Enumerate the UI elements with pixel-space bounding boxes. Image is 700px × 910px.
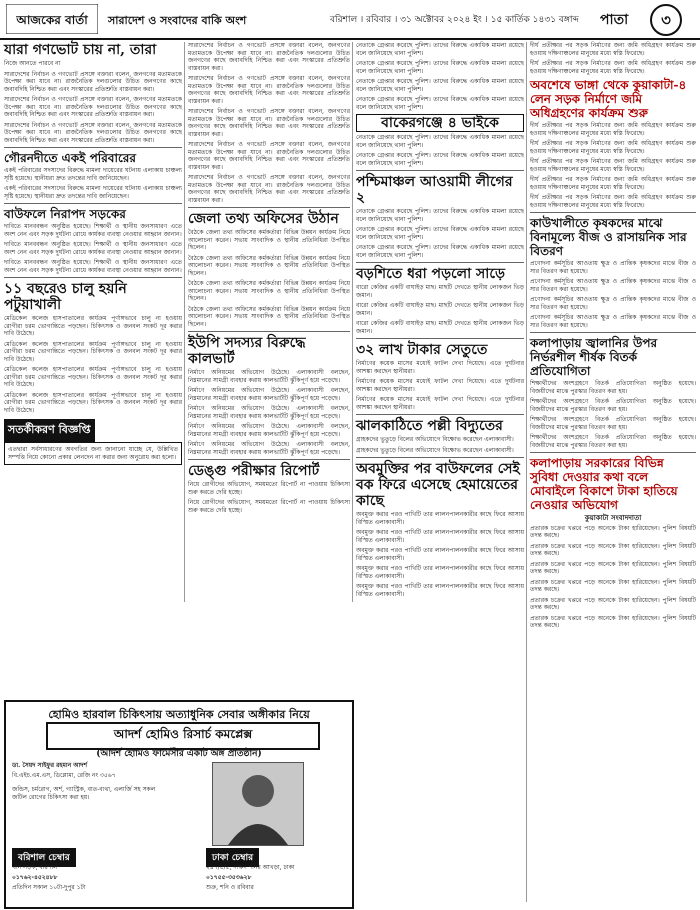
article-text: বারো কেজির একটি বাঘাইড় মাছ। মাছটি দেখতে স্থানীয় লোকজন ভিড় জমান। [356,302,524,317]
article-text: অবমুক্ত করার পরও পাখিটি তার লালনপালনকারীর কাছে ফিরে আসায় বিস্মিত এলাকাবাসী। [356,547,524,562]
notice-title: সতর্কীকরণ বিজ্ঞপ্তি [4,419,95,442]
article-text: বৈঠকে জেলা তথ্য অফিসের কর্মকর্তারা বিভিন্ন উন্নয়ন কার্যক্রম নিয়ে আলোচনা করেন। সভায় সাংবাদিক ও স্থানীয় প্রতিনিধিরা উপস্থিত ছিলেন। [188,229,350,251]
article-text: বৈঠকে জেলা তথ্য অফিসের কর্মকর্তারা বিভিন্ন উন্নয়ন কার্যক্রম নিয়ে আলোচনা করেন। সভায় সাংবাদিক ও স্থানীয় প্রতিনিধিরা উপস্থিত ছিলেন। [188,280,350,302]
headline[interactable]: কাউখালীতে কৃষকদের মাঝে বিনামূল্যে বীজ ও রাসায়নিক সার বিতরণ [530,216,687,258]
article-text: মেডিকেল কলেজ হাসপাতালের কার্যক্রম পূর্ণাঙ্গভাবে চালু না হওয়ায় রোগীরা চরম ভোগান্তিতে পড়ছেন। চিকিৎসক ও জনবল সংকট দূর করার দাবি উঠেছে। [4,340,182,363]
article-text: বারো কেজির একটি বাঘাইড় মাছ। মাছটি দেখতে স্থানীয় লোকজন ভিড় জমান। [356,320,524,335]
article-text: সারাদেশের নির্বাচন ও গণভোট প্রসঙ্গে বক্তারা বলেন, জনগণের মতামতকে উপেক্ষা করা যাবে না। রাজনৈতিক দলগুলোর উচিত জনগণের কাছে জবাবদিহি নিশ্চিত করা এবং সংস্কারের প্রতিশ্রুতি বাস্তবায়ন করা। [4,121,182,144]
headline[interactable]: পশ্চিমাঞ্চল আওয়ামী লীগের ২ [356,174,513,206]
article-text: বৈঠকে জেলা তথ্য অফিসের কর্মকর্তারা বিভিন্ন উন্নয়ন কার্যক্রম নিয়ে আলোচনা করেন। সভায় সাংবাদিক ও স্থানীয় প্রতিনিধিরা উপস্থিত ছিলেন। [188,254,350,277]
article-text: শিক্ষার্থীদের অংশগ্রহণে বিতর্ক প্রতিযোগিতা অনুষ্ঠিত হয়েছে। বিজয়ীদের মাঝে পুরস্কার বিতরণ করা হয়। [530,380,696,395]
article-text: নেতাকে গ্রেপ্তার করেছে পুলিশ। তাদের বিরুদ্ধে একাধিক মামলা রয়েছে বলে জানিয়েছে থানা পুলিশ। [356,226,524,241]
headline[interactable]: ১১ বছরেও চালু হয়নি পটুয়াখালী [4,281,127,313]
article-text: নেতাকে গ্রেপ্তার করেছে পুলিশ। তাদের বিরুদ্ধে একাধিক মামলা রয়েছে বলে জানিয়েছে থানা পুলিশ। [356,208,524,223]
byline: কুয়াকাটা সংবাদদাতা [584,513,642,522]
article-text: দীর্ঘ প্রতীক্ষার পর সড়ক নির্মাণের জন্য জমি অধিগ্রহণ কার্যক্রম শুরু হওয়ায় দক্ষিণাঞ্চলের মানুষের মধ্যে স্বস্তি ফিরেছে। [530,140,696,155]
svg-text:আজকের বার্তা: আজকের বার্তা [16,13,88,27]
article-text: নেতাকে গ্রেপ্তার করেছে পুলিশ। তাদের বিরুদ্ধে একাধিক মামলা রয়েছে বলে জানিয়েছে থানা পুলিশ। [356,96,524,111]
ad-services: জন্ডিস, চর্মরোগ, অর্শ, গ্যাস্ট্রিক, বাত-ব্যথা, এলার্জি সহ সকল জটিল রোগের চিকিৎসা করা হয়। [12,786,156,801]
ad-dhaka-chamber: ঢাকা চেম্বার [206,848,259,867]
article-text: সারাদেশের নির্বাচন ও গণভোট প্রসঙ্গে বক্তারা বলেন, জনগণের মতামতকে উপেক্ষা করা যাবে না। রাজনৈতিক দলগুলোর উচিত জনগণের কাছে জবাবদিহি নিশ্চিত করা এবং সংস্কারের প্রতিশ্রুতি বাস্তবায়ন করা। [188,42,350,72]
article-text: বারো কেজির একটি বাঘাইড় মাছ। মাছটি দেখতে স্থানীয় লোকজন ভিড় জমান। [356,284,524,299]
headline[interactable]: অবমুক্তির পর বাউফলের সেই বক ফিরে এসেছে হেমায়েতের কাছে [356,461,520,509]
ad-dhaka-time: শুক্র, শনি ও রবিবার [206,884,254,891]
column-divider [184,42,185,602]
article-text: নিজে আনতে পারবে না [4,60,61,67]
ad-credentials: বি.এইচ.এম.এস, ডিপ্লোমা, রেজি নং ৩৫৬৭ [12,772,116,779]
article-text: অবমুক্ত করার পরও পাখিটি তার লালনপালনকারীর কাছে ফিরে আসায় বিস্মিত এলাকাবাসী। [356,511,524,526]
article-text: অবমুক্ত করার পরও পাখিটি তার লালনপালনকারীর কাছে ফিরে আসায় বিস্মিত এলাকাবাসী। [356,529,524,544]
article-text: সারাদেশের নির্বাচন ও গণভোট প্রসঙ্গে বক্তারা বলেন, জনগণের মতামতকে উপেক্ষা করা যাবে না। রাজনৈতিক দলগুলোর উচিত জনগণের কাছে জবাবদিহি নিশ্চিত করা এবং সংস্কারের প্রতিশ্রুতি বাস্তবায়ন করা। [188,141,350,171]
column-divider [352,42,353,602]
headline[interactable]: জেলা তথ্য অফিসের উঠান [188,211,339,227]
article-text: প্রতারক চক্রের খপ্পরে পড়ে অনেকে টাকা হারিয়েছেন। পুলিশ বিষয়টি তদন্ত করছে। [530,542,696,557]
article-text: নির্মাণের কয়েক মাসের মধ্যেই ফাটল দেখা দিয়েছে। এতে দুর্ঘটনার আশঙ্কা করছেন স্থানীয়রা। [356,360,524,375]
article-text: একই পরিবারের সদস্যদের বিরুদ্ধে মামলা দায়েরের ঘটনায় এলাকায় চাঞ্চল্য সৃষ্টি হয়েছে। স্থানীয়রা দ্রুত তদন্তের দাবি জানিয়েছেন। [4,185,182,200]
article-text: নিয়ে রোগীদের অভিযোগ, সময়মতো রিপোর্ট না পাওয়ায় চিকিৎসা শুরু করতে দেরি হচ্ছে। [188,499,350,514]
article-text: সারাদেশের নির্বাচন ও গণভোট প্রসঙ্গে বক্তারা বলেন, জনগণের মতামতকে উপেক্ষা করা যাবে না। রাজনৈতিক দলগুলোর উচিত জনগণের কাছে জবাবদিহি নিশ্চিত করা এবং সংস্কারের প্রতিশ্রুতি বাস্তবায়ন করা। [4,70,182,93]
headline[interactable]: ইউপি সদস্যর বিরুদ্ধে কালভার্ট [188,335,306,367]
article-text: অবমুক্ত করার পরও পাখিটি তার লালনপালনকারীর কাছে ফিরে আসায় বিস্মিত এলাকাবাসী। [356,583,524,598]
page-label: পাতা [600,12,629,28]
article-text: প্রতারক চক্রের খপ্পরে পড়ে অনেকে টাকা হারিয়েছেন। পুলিশ বিষয়টি তদন্ত করছে। [530,578,696,593]
article-text: মেডিকেল কলেজ হাসপাতালের কার্যক্রম পূর্ণাঙ্গভাবে চালু না হওয়ায় রোগীরা চরম ভোগান্তিতে পড়ছেন। চিকিৎসক ও জনবল সংকট দূর করার দাবি উঠেছে। [4,391,182,414]
ad-barisal-chamber: বরিশাল চেম্বার [12,848,76,867]
headline[interactable]: ৩২ লাখ টাকার সেতুতে [356,342,488,358]
column-3 [356,42,524,601]
article-text: প্রতারক চক্রের খপ্পরে পড়ে অনেকে টাকা হারিয়েছেন। পুলিশ বিষয়টি তদন্ত করছে। [530,524,696,539]
article-text: নির্মাণের কয়েক মাসের মধ্যেই ফাটল দেখা দিয়েছে। এতে দুর্ঘটনার আশঙ্কা করছেন স্থানীয়রা। [356,378,524,393]
ad-subtitle: (আদর্শ হোমিও ফার্মেসীর একটি অঙ্গ প্রতিষ্ঠান) [96,749,262,759]
column-4 [530,42,696,633]
article-text: নিয়ে রোগীদের অভিযোগ, সময়মতো রিপোর্ট না পাওয়ায় চিকিৎসা শুরু করতে দেরি হচ্ছে। [188,481,350,496]
headline[interactable]: কলাপাড়ায় সরকারের বিভিন্ন সুবিধা দেওয়ার কথা বলে মোবাইলে বিকাশে টাকা হাতিয়ে নেওয়ার অভিযোগ [530,456,678,512]
masthead [0,0,700,40]
article-text: দাবিতে মানববন্ধন অনুষ্ঠিত হয়েছে। শিক্ষার্থী ও স্থানীয় জনসাধারণ এতে অংশ নেন এবং সড়ক দুর্ঘটনা রোধে কার্যকর ব্যবস্থা নেওয়ার আহ্বান জানান। [4,223,182,238]
article-text: দীর্ঘ প্রতীক্ষার পর সড়ক নির্মাণের জন্য জমি অধিগ্রহণ কার্যক্রম শুরু হওয়ায় দক্ষিণাঞ্চলের মানুষের মধ্যে স্বস্তি ফিরেছে। [530,158,696,173]
article-text: নেতাকে গ্রেপ্তার করেছে পুলিশ। তাদের বিরুদ্ধে একাধিক মামলা রয়েছে বলে জানিয়েছে থানা পুলিশ। [356,42,524,57]
article-text: একই পরিবারের সদস্যদের বিরুদ্ধে মামলা দায়েরের ঘটনায় এলাকায় চাঞ্চল্য সৃষ্টি হয়েছে। স্থানীয়রা দ্রুত তদন্তের দাবি জানিয়েছেন। [4,167,182,182]
article-text: মেডিকেল কলেজ হাসপাতালের কার্যক্রম পূর্ণাঙ্গভাবে চালু না হওয়ায় রোগীরা চরম ভোগান্তিতে পড়ছেন। চিকিৎসক ও জনবল সংকট দূর করার দাবি উঠেছে। [4,366,182,388]
article-text: সারাদেশের নির্বাচন ও গণভোট প্রসঙ্গে বক্তারা বলেন, জনগণের মতামতকে উপেক্ষা করা যাবে না। রাজনৈতিক দলগুলোর উচিত জনগণের কাছে জবাবদিহি নিশ্চিত করা এবং সংস্কারের প্রতিশ্রুতি বাস্তবায়ন করা। [188,174,350,204]
ad-barisal-phone: ০১৭৬২-৪৫২৪৮৮ [12,874,58,881]
article-text: দীর্ঘ প্রতীক্ষার পর সড়ক নির্মাণের জন্য জমি অধিগ্রহণ কার্যক্রম শুরু হওয়ায় দক্ষিণাঞ্চলের মানুষের মধ্যে স্বস্তি ফিরেছে। [530,122,696,137]
article-text: নেতাকে গ্রেপ্তার করেছে পুলিশ। তাদের বিরুদ্ধে একাধিক মামলা রয়েছে বলে জানিয়েছে থানা পুলিশ। [356,78,524,93]
doctor-photo [212,762,304,846]
headline[interactable]: ডেঙ্গু পরীক্ষার রিপোর্ট [188,463,320,479]
dateline: বরিশাল । রবিবার । ৩১ অক্টোবর ২০২৪ ইং । ১৫ কার্তিক ১৪৩১ বঙ্গাব্দ [330,15,579,25]
article-text: নির্মাণে অনিয়মের অভিযোগ উঠেছে। এলাকাবাসী বলছেন, নিম্নমানের সামগ্রী ব্যবহার করায় কালভার্টটি ঝুঁকিপূর্ণ হয়ে পড়েছে। [188,369,350,384]
newspaper-logo [6,4,98,34]
ad-dhaka-phone: ০১৭৫৫-৩৫৩৬২৮ [206,874,252,881]
article-text: নেতাকে গ্রেপ্তার করেছে পুলিশ। তাদের বিরুদ্ধে একাধিক মামলা রয়েছে বলে জানিয়েছে থানা পুলিশ। [356,244,524,259]
headline[interactable]: বড়শিতে ধরা পড়লো সাড়ে [356,266,505,282]
article-text: প্রতারক চক্রের খপ্পরে পড়ে অনেকে টাকা হারিয়েছেন। পুলিশ বিষয়টি তদন্ত করছে। [530,614,696,629]
article-text: অবমুক্ত করার পরও পাখিটি তার লালনপালনকারীর কাছে ফিরে আসায় বিস্মিত এলাকাবাসী। [356,565,524,580]
article-text: প্রণোদনা কর্মসূচির আওতায় ক্ষুদ্র ও প্রান্তিক কৃষকদের মাঝে বীজ ও সার বিতরণ করা হয়েছে। [530,278,696,293]
section-tagline: সারাদেশ ও সংবাদের বাকি অংশ [108,14,247,27]
article-text: প্রণোদনা কর্মসূচির আওতায় ক্ষুদ্র ও প্রান্তিক কৃষকদের মাঝে বীজ ও সার বিতরণ করা হয়েছে। [530,296,696,311]
headline[interactable]: যারা গণভোট চায় না, তারা [4,42,157,58]
ad-clinic-name: আদর্শ হোমিও রিসার্চ কমপ্লেক্স [46,722,320,750]
article-text: গ্রাহকদের ভুতুড়ে বিলের অভিযোগে বিক্ষোভ করেছেন এলাকাবাসী। [356,436,514,443]
headline[interactable]: বাকেরগঞ্জে ৪ ভাইকে [356,114,524,132]
article-text: নির্মাণে অনিয়মের অভিযোগ উঠেছে। এলাকাবাসী বলছেন, নিম্নমানের সামগ্রী ব্যবহার করায় কালভার্টটি ঝুঁকিপূর্ণ হয়ে পড়েছে। [188,387,350,402]
article-text: প্রণোদনা কর্মসূচির আওতায় ক্ষুদ্র ও প্রান্তিক কৃষকদের মাঝে বীজ ও সার বিতরণ করা হয়েছে। [530,314,696,329]
column-divider [526,42,527,902]
page-number: ৩ [650,4,682,36]
article-text: সারাদেশের নির্বাচন ও গণভোট প্রসঙ্গে বক্তারা বলেন, জনগণের মতামতকে উপেক্ষা করা যাবে না। রাজনৈতিক দলগুলোর উচিত জনগণের কাছে জবাবদিহি নিশ্চিত করা এবং সংস্কারের প্রতিশ্রুতি বাস্তবায়ন করা। [188,108,350,138]
article-text: শিক্ষার্থীদের অংশগ্রহণে বিতর্ক প্রতিযোগিতা অনুষ্ঠিত হয়েছে। বিজয়ীদের মাঝে পুরস্কার বিতরণ করা হয়। [530,416,696,431]
headline[interactable]: কলাপাড়ায় জ্বালানির উপর নির্ভরশীল শীর্ষক বিতর্ক প্রতিযোগিতা [530,336,658,378]
article-text: প্রতারক চক্রের খপ্পরে পড়ে অনেকে টাকা হারিয়েছেন। পুলিশ বিষয়টি তদন্ত করছে। [530,560,696,575]
article-text: সারাদেশের নির্বাচন ও গণভোট প্রসঙ্গে বক্তারা বলেন, জনগণের মতামতকে উপেক্ষা করা যাবে না। রাজনৈতিক দলগুলোর উচিত জনগণের কাছে জবাবদিহি নিশ্চিত করা এবং সংস্কারের প্রতিশ্রুতি বাস্তবায়ন করা। [4,96,182,118]
article-text: দীর্ঘ প্রতীক্ষার পর সড়ক নির্মাণের জন্য জমি অধিগ্রহণ কার্যক্রম শুরু হওয়ায় দক্ষিণাঞ্চলের মানুষের মধ্যে স্বস্তি ফিরেছে। [530,60,696,75]
article-text: দীর্ঘ প্রতীক্ষার পর সড়ক নির্মাণের জন্য জমি অধিগ্রহণ কার্যক্রম শুরু হওয়ায় দক্ষিণাঞ্চলের মানুষের মধ্যে স্বস্তি ফিরেছে। [530,42,696,57]
article-text: দাবিতে মানববন্ধন অনুষ্ঠিত হয়েছে। শিক্ষার্থী ও স্থানীয় জনসাধারণ এতে অংশ নেন এবং সড়ক দুর্ঘটনা রোধে কার্যকর ব্যবস্থা নেওয়ার আহ্বান জানান। [4,241,182,256]
advertisement [4,700,354,909]
headline[interactable]: গৌরনদীতে একই পরিবারের [4,151,136,165]
ad-barisal-address: খান সড়ক, বরিশাল [12,864,58,871]
ad-title: হোমিও হারবাল চিকিৎসায় অত্যাধুনিক সেবার অঙ্গীকার নিয়ে [48,708,310,721]
article-text: দীর্ঘ প্রতীক্ষার পর সড়ক নির্মাণের জন্য জমি অধিগ্রহণ কার্যক্রম শুরু হওয়ায় দক্ষিণাঞ্চলের মানুষের মধ্যে স্বস্তি ফিরেছে। [530,194,696,209]
article-text: নেতাকে গ্রেপ্তার করেছে পুলিশ। তাদের বিরুদ্ধে একাধিক মামলা রয়েছে বলে জানিয়েছে থানা পুলিশ। [356,134,524,149]
article-text: শিক্ষার্থীদের অংশগ্রহণে বিতর্ক প্রতিযোগিতা অনুষ্ঠিত হয়েছে। বিজয়ীদের মাঝে পুরস্কার বিতরণ করা হয়। [530,398,696,413]
article-text: নেতাকে গ্রেপ্তার করেছে পুলিশ। তাদের বিরুদ্ধে একাধিক মামলা রয়েছে বলে জানিয়েছে থানা পুলিশ। [356,152,524,167]
article-text: নেতাকে গ্রেপ্তার করেছে পুলিশ। তাদের বিরুদ্ধে একাধিক মামলা রয়েছে বলে জানিয়েছে থানা পুলিশ। [356,60,524,75]
notice-text: এতদ্বারা সর্বসাধারণের অবগতির জন্য জানানো যাচ্ছে যে, উল্লিখিত সম্পত্তি নিয়ে কোনো প্রকার লেনদেন না করার জন্য অনুরোধ করা হলো। [4,442,182,465]
article-text: বৈঠকে জেলা তথ্য অফিসের কর্মকর্তারা বিভিন্ন উন্নয়ন কার্যক্রম নিয়ে আলোচনা করেন। সভায় সাংবাদিক ও স্থানীয় প্রতিনিধিরা উপস্থিত ছিলেন। [188,305,350,328]
article-text: শিক্ষার্থীদের অংশগ্রহণে বিতর্ক প্রতিযোগিতা অনুষ্ঠিত হয়েছে। বিজয়ীদের মাঝে পুরস্কার বিতরণ করা হয়। [530,434,696,449]
article-text: গ্রাহকদের ভুতুড়ে বিলের অভিযোগে বিক্ষোভ করেছেন এলাকাবাসী। [356,446,514,454]
article-text: দাবিতে মানববন্ধন অনুষ্ঠিত হয়েছে। শিক্ষার্থী ও স্থানীয় জনসাধারণ এতে অংশ নেন এবং সড়ক দুর্ঘটনা রোধে কার্যকর ব্যবস্থা নেওয়ার আহ্বান জানান। [4,259,182,274]
article-text: নির্মাণে অনিয়মের অভিযোগ উঠেছে। এলাকাবাসী বলছেন, নিম্নমানের সামগ্রী ব্যবহার করায় কালভার্টটি ঝুঁকিপূর্ণ হয়ে পড়েছে। [188,441,350,456]
article-text: নির্মাণে অনিয়মের অভিযোগ উঠেছে। এলাকাবাসী বলছেন, নিম্নমানের সামগ্রী ব্যবহার করায় কালভার্টটি ঝুঁকিপূর্ণ হয়ে পড়েছে। [188,423,350,438]
headline[interactable]: ঝালকাঠিতে পল্লী বিদ্যুতের [356,418,503,434]
article-text: সারাদেশের নির্বাচন ও গণভোট প্রসঙ্গে বক্তারা বলেন, জনগণের মতামতকে উপেক্ষা করা যাবে না। রাজনৈতিক দলগুলোর উচিত জনগণের কাছে জবাবদিহি নিশ্চিত করা এবং সংস্কারের প্রতিশ্রুতি বাস্তবায়ন করা। [188,75,350,105]
ad-barisal-time: প্রতিদিন সকাল ১০টা-দুপুর ১টা [12,884,86,891]
ad-doctor: ডা. সৈয়দ সাইফুর রহমান আদর্শ [12,762,87,769]
headline[interactable]: বাউফলে নিরাপদ সড়কের [4,207,126,221]
ad-dhaka-address: ২৪৭/৫/৫, দক্ষিণ শনির আখড়া, ঢাকা [206,864,295,871]
article-text: প্রণোদনা কর্মসূচির আওতায় ক্ষুদ্র ও প্রান্তিক কৃষকদের মাঝে বীজ ও সার বিতরণ করা হয়েছে। [530,260,696,275]
article-text: দীর্ঘ প্রতীক্ষার পর সড়ক নির্মাণের জন্য জমি অধিগ্রহণ কার্যক্রম শুরু হওয়ায় দক্ষিণাঞ্চলের মানুষের মধ্যে স্বস্তি ফিরেছে। [530,176,696,191]
article-text: নির্মাণের কয়েক মাসের মধ্যেই ফাটল দেখা দিয়েছে। এতে দুর্ঘটনার আশঙ্কা করছেন স্থানীয়রা। [356,396,524,411]
article-text: মেডিকেল কলেজ হাসপাতালের কার্যক্রম পূর্ণাঙ্গভাবে চালু না হওয়ায় রোগীরা চরম ভোগান্তিতে পড়ছেন। চিকিৎসক ও জনবল সংকট দূর করার দাবি উঠেছে। [4,315,182,337]
column-2 [188,42,350,517]
article-text: নির্মাণে অনিয়মের অভিযোগ উঠেছে। এলাকাবাসী বলছেন, নিম্নমানের সামগ্রী ব্যবহার করায় কালভার্টটি ঝুঁকিপূর্ণ হয়ে পড়েছে। [188,405,350,420]
article-text: প্রতারক চক্রের খপ্পরে পড়ে অনেকে টাকা হারিয়েছেন। পুলিশ বিষয়টি তদন্ত করছে। [530,596,696,611]
headline[interactable]: অবশেষে ভাঙ্গা থেকে কুয়াকাটা-৪ লেন সড়ক নির্মাণে জমি অধিগ্রহণের কার্যক্রম শুরু [530,78,687,120]
column-1 [4,42,182,468]
